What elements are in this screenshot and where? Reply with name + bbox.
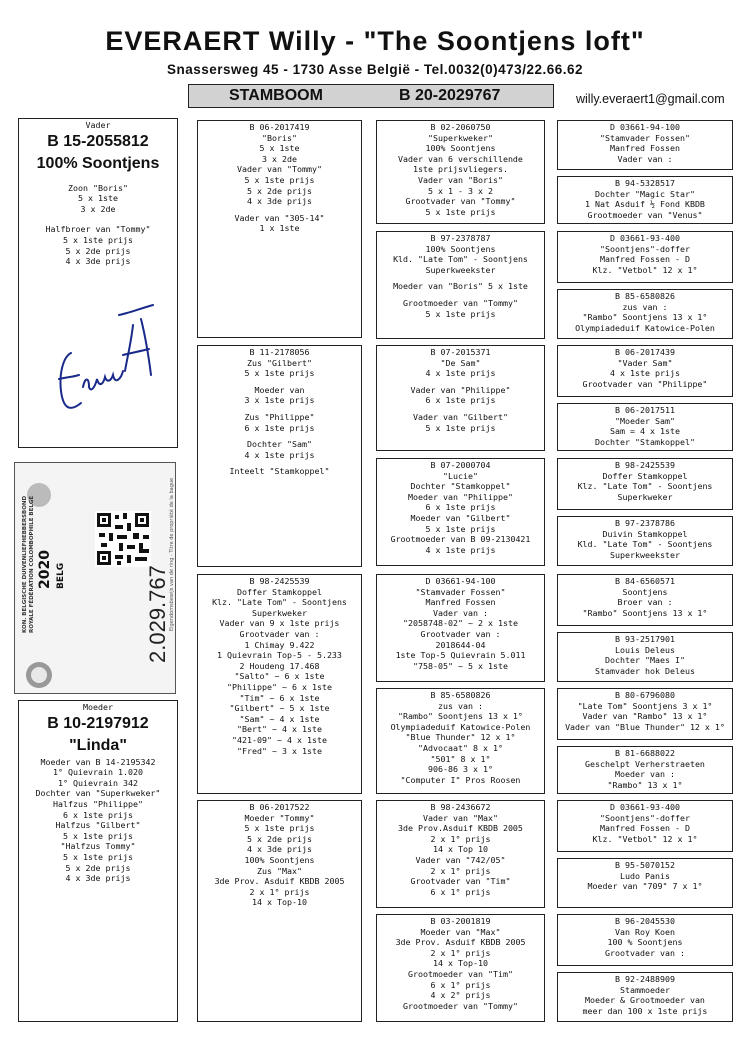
pedigree-line: "Moeder Sam" [615, 415, 675, 426]
pedigree-line: Klz. "Vetbol" 12 x 1° [592, 833, 698, 844]
pedigree-line: "2058748-02" ~ 2 x 1ste [403, 618, 518, 629]
pedigree-line: 3de Prov.Asduif KBDB 2005 [398, 823, 523, 834]
pedigree-line: Grootmoeder van "Venus" [587, 209, 703, 220]
pedigree-line: Zus "Gilbert" [247, 357, 312, 368]
pedigree-line: Moeder van "Max" [420, 926, 501, 937]
pedigree-line: 2 x 1° prijs [249, 886, 310, 897]
pedigree-line: Moeder van "Gilbert" [410, 512, 511, 523]
ring-number: B 03-2001819 [430, 916, 491, 926]
address-line: Snassersweg 45 - 1730 Asse België - Tel.0032(0)473/22.66.62 [167, 62, 583, 77]
pedigree-line: 1ste prijsvliegers. [413, 164, 508, 175]
pedigree-line: Manfred Fossen - D [600, 254, 690, 265]
pedigree-line: 2 Houdeng 17.468 [239, 660, 320, 671]
gen3-box [376, 120, 545, 224]
sire-line: 5 x 1ste prijs [63, 234, 133, 245]
pedigree-line: Moeder & Grootmoeder van [585, 995, 705, 1006]
sire-line: 3 x 2de [80, 203, 116, 214]
email-address: willy.everaert1@gmail.com [576, 92, 725, 106]
pedigree-line: 1 Quievrain Top-5 - 5.233 [217, 650, 342, 661]
pedigree-line: Olympiadeduif Katowice-Polen [390, 721, 531, 732]
pedigree-line: Vader van "Blue Thunder" 12 x 1° [565, 721, 725, 732]
pedigree-line: Van Roy Koen [615, 926, 675, 937]
pedigree-line: 4 x 1ste prijs [244, 449, 315, 460]
pedigree-line: Moeder "Tommy" [244, 812, 315, 823]
sire-box [18, 118, 178, 448]
gen3-box [376, 458, 545, 566]
pedigree-line: 4 x 1ste prijs [425, 544, 496, 555]
pedigree-line: 5 x 1ste prijs [425, 422, 496, 433]
pedigree-line: "758-05" ~ 5 x 1ste [413, 660, 508, 671]
pedigree-line: zus van : [438, 700, 483, 711]
pedigree-line: Klz. "Late Tom" - Soontjens [212, 597, 347, 608]
pedigree-line: "De Sam" [440, 357, 481, 368]
pedigree-line: Stammoeder [620, 984, 670, 995]
pedigree-line: Grootvader van : [239, 628, 320, 639]
pedigree-line: Moeder van "709" 7 x 1° [587, 881, 703, 892]
pedigree-line: Ludo Panis [620, 870, 670, 881]
dam-line: Halfzus "Gilbert" [55, 820, 141, 831]
pedigree-line: Dochter "Sam" [247, 439, 312, 450]
pedigree-line: 5 x 1ste prijs [425, 308, 496, 319]
ring-number: B 07-2000704 [430, 460, 491, 470]
pedigree-line: Vader van "Tommy" [237, 164, 322, 175]
pedigree-line: Vader van 6 verschillende [398, 153, 523, 164]
ring-number: B 84-6560571 [615, 576, 675, 586]
pedigree-line: 2 x 1° prijs [430, 833, 491, 844]
ring-number: D 03661-94-100 [425, 576, 496, 586]
pedigree-line: "Blue Thunder" 12 x 1° [405, 732, 516, 743]
pedigree-line: 5 x 1ste prijs [425, 206, 496, 217]
pedigree-line: Grootmoeder van "Tommy" [403, 297, 518, 308]
pedigree-line: 100% Soontjens [425, 243, 496, 254]
pedigree-line: 2 x 1° prijs [430, 947, 491, 958]
pedigree-line: Doffer Stamkoppel [237, 586, 322, 597]
ring-number: B 80-6796080 [615, 690, 675, 700]
stamboom-banner [188, 84, 554, 108]
pedigree-line: 1 x 1ste [259, 223, 300, 234]
pedigree-line: 3 x 1ste prijs [244, 395, 315, 406]
pedigree-line: 1ste Top-5 Quievrain 5.011 [395, 650, 526, 661]
pedigree-line: Duivin Stamkoppel [602, 528, 688, 539]
pedigree-line: Kld. "Late Tom" - Soontjens [577, 539, 713, 550]
gen4-box [557, 458, 733, 510]
pedigree-line: 4 x 1ste prijs [610, 368, 680, 379]
pedigree-line: Moeder van : [615, 769, 675, 780]
pedigree-line: 5 x 2de prijs [247, 833, 312, 844]
pedigree-line: Moeder van "Philippe" [408, 491, 513, 502]
pedigree-line: Dochter "Stamkoppel" [595, 436, 695, 447]
pedigree-line: zus van : [622, 301, 668, 312]
ring-number: B 85-6580826 [615, 291, 675, 301]
ring-footer-text: Eigendomsbewijs van de ring - Titre de propriété de la bague [169, 477, 175, 631]
pedigree-line: "Computer I" Pros Roosen [400, 774, 521, 785]
sire-line: Halfbroer van "Tommy" [45, 224, 151, 235]
pedigree-line: 6 x 1ste prijs [425, 395, 496, 406]
ring-number: B 94-5328517 [615, 178, 675, 188]
pedigree-line: "Rambo" Soontjens 13 x 1° [582, 312, 708, 323]
pedigree-line: meer dan 100 x 1ste prijs [582, 1005, 708, 1016]
pedigree-line: Vader van "Rambo" 13 x 1° [582, 711, 708, 722]
sire-line: 5 x 1ste [78, 193, 118, 204]
dam-line: 5 x 1ste prijs [63, 830, 133, 841]
pedigree-line: Grootmoeder van "Tim" [408, 968, 513, 979]
sire-line: 5 x 2de prijs [65, 245, 131, 256]
gen2-box [197, 574, 362, 794]
gen4-box [557, 746, 733, 794]
pedigree-line: "Bert" ~ 4 x 1ste [237, 724, 322, 735]
pedigree-line: 6 x 1° prijs [430, 979, 491, 990]
pedigree-line: 14 x Top-10 [433, 958, 488, 969]
sire-label: Vader [85, 120, 111, 130]
dam-label: Moeder [83, 702, 113, 712]
pedigree-line: 5 x 1ste prijs [244, 368, 315, 379]
pedigree-line: Olympiadeduif Katowice-Polen [575, 322, 715, 333]
pedigree-line: Inteelt "Stamkoppel" [229, 466, 330, 477]
pedigree-line: 3de Prov. Asduif KBDB 2005 [395, 937, 526, 948]
pedigree-line: "Soontjens"-doffer [600, 243, 690, 254]
pedigree-line: Vader van "Max" [423, 812, 498, 823]
gen2-box [197, 120, 362, 338]
ring-number: B 98-2436672 [430, 802, 491, 812]
sire-line-spacer [19, 214, 177, 224]
pedigree-line: 5 x 2de prijs [247, 185, 312, 196]
pedigree-line: "Advocaat" 8 x 1° [418, 742, 503, 753]
gen4-box [557, 176, 733, 224]
pedigree-line: Vader van "742/05" [415, 854, 506, 865]
ring-number: B 98-2425539 [249, 576, 310, 586]
pedigree-line: Zus "Max" [257, 865, 302, 876]
gen4-box [557, 516, 733, 566]
ring-number: D 03661-94-100 [610, 122, 680, 132]
pedigree-line: "Rambo" Soontjens 13 x 1° [398, 711, 523, 722]
pedigree-line: Doffer Stamkoppel [602, 470, 688, 481]
pedigree-line: Kld. "Late Tom" - Soontjens [393, 254, 528, 265]
pedigree-line: Grootvader van "Tommy" [405, 196, 516, 207]
pedigree-line: Superkweker [252, 607, 307, 618]
gen4-box [557, 120, 733, 170]
ring-country: BELG [56, 562, 66, 589]
dam-line: Moeder van B 14-2195342 [40, 756, 156, 767]
pedigree-line: 5 x 1ste prijs [244, 174, 315, 185]
sire-line: Zoon "Boris" [68, 182, 128, 193]
gen3-box [376, 345, 545, 451]
pedigree-line: 14 x Top-10 [252, 897, 307, 908]
pedigree-line: 4 x 3de prijs [247, 196, 312, 207]
pedigree-line: 100 % Soontjens [607, 937, 683, 948]
pedigree-line: Dochter "Maes I" [605, 655, 685, 666]
pedigree-line: 4 x 1ste prijs [425, 368, 496, 379]
gen4-box [557, 574, 733, 626]
pedigree-line: "Fred" ~ 3 x 1ste [237, 745, 322, 756]
pedigree-line: 5 x 1ste [259, 143, 300, 154]
pedigree-line: Dochter "Stamkoppel" [410, 481, 511, 492]
ring-number: B 02-2060750 [430, 122, 491, 132]
pedigree-line: "Stamvader Fossen" [415, 586, 506, 597]
pedigree-line: 3de Prov. Asduif KBDB 2005 [214, 876, 345, 887]
gen4-box [557, 800, 733, 852]
dam-line: 6 x 1ste prijs [63, 809, 133, 820]
ring-certificate-graphic [15, 463, 176, 694]
pedigree-line: 906-86 3 x 1° [428, 764, 493, 775]
pedigree-line: Superkweker [617, 491, 673, 502]
gen2-box [197, 345, 362, 567]
ring-certificate [14, 462, 176, 694]
pedigree-line: Vader van : [433, 607, 488, 618]
stamboom-label: STAMBOOM [229, 87, 323, 104]
dam-line: Dochter van "Superkweker" [35, 788, 161, 799]
ring-number: B 92-2488909 [615, 974, 675, 984]
pedigree-line: 4 x 3de prijs [247, 844, 312, 855]
pedigree-line: Louis Deleus [615, 644, 675, 655]
gen3-box [376, 688, 545, 794]
pedigree-line: 1 Nat Asduif ½ Fond KBDB [585, 199, 705, 210]
pedigree-line: Stamvader hok Deleus [595, 665, 695, 676]
pedigree-line: Grootvader van : [420, 628, 501, 639]
gen4-box [557, 289, 733, 339]
dam-line: 1° Quievrain 342 [58, 777, 138, 788]
sire-name: 100% Soontjens [36, 154, 160, 172]
pedigree-line: Manfred Fossen [425, 597, 496, 608]
stamboom-ring: B 20-2029767 [399, 87, 501, 104]
pedigree-line: "Salto" ~ 6 x 1ste [234, 671, 325, 682]
gen4-box [557, 858, 733, 908]
gen3-box [376, 914, 545, 1022]
pedigree-line: 100% Soontjens [425, 143, 496, 154]
dam-box [18, 700, 178, 1022]
ring-number: B 07-2015371 [430, 347, 491, 357]
gen4-box [557, 972, 733, 1022]
ring-number: B 06-2017511 [615, 405, 675, 415]
pedigree-line: "501" 8 x 1° [430, 753, 491, 764]
gen2-box [197, 800, 362, 1022]
pedigree-line: Sam = 4 x 1ste [610, 426, 680, 437]
dam-line: 5 x 2de prijs [65, 862, 131, 873]
pedigree-line: Superkweekster [425, 264, 496, 275]
pedigree-line: Klz. "Late Tom" - Soontjens [577, 481, 713, 492]
ring-number: D 03661-93-400 [610, 802, 680, 812]
sire-details [19, 183, 177, 267]
sire-line: 4 x 3de prijs [65, 256, 131, 267]
pedigree-line: "Gilbert" ~ 5 x 1ste [229, 703, 330, 714]
dam-line: 5 x 1ste prijs [63, 851, 133, 862]
pedigree-line: "Boris" [262, 132, 297, 143]
qr-code-icon [95, 511, 151, 567]
pedigree-line: "421-09" ~ 4 x 1ste [232, 734, 327, 745]
dam-name: "Linda" [69, 736, 127, 754]
pedigree-line: 2 x 1° prijs [430, 865, 491, 876]
gen4-box [557, 231, 733, 283]
pedigree-line: "Rambo" 13 x 1° [607, 779, 683, 790]
pedigree-line: Vader van 9 x 1ste prijs [219, 618, 340, 629]
gen4-box [557, 632, 733, 682]
pedigree-line: "Sam" ~ 4 x 1ste [239, 713, 320, 724]
pedigree-line: Dochter "Magic Star" [595, 188, 695, 199]
ring-number: B 96-2045530 [615, 916, 675, 926]
pedigree-line: Manfred Fossen - D [600, 823, 690, 834]
pedigree-line: 5 x 1ste prijs [425, 523, 496, 534]
pedigree-line: "Lucie" [443, 470, 478, 481]
pedigree-line: Vader van "Philippe" [410, 384, 511, 395]
gen3-box [376, 231, 545, 339]
pedigree-line: "Late Tom" Soontjens 3 x 1° [577, 700, 713, 711]
ring-number: B 98-2425539 [615, 460, 675, 470]
pedigree-line: 3 x 2de [262, 153, 297, 164]
pedigree-line: Superkweekster [610, 549, 680, 560]
ring-org-text: KON. BELGISCHE DUIVENLIEFHEBBERSBOND [22, 495, 28, 633]
gen3-box [376, 574, 545, 682]
pedigree-line: Grootmoeder van "Tommy" [403, 1000, 518, 1011]
pedigree-line: Geschelpt Verherstraeten [585, 758, 705, 769]
pedigree-line: "Soontjens"-doffer [600, 812, 690, 823]
gen4-box [557, 688, 733, 740]
pedigree-line: 14 x Top 10 [433, 844, 488, 855]
ring-org2-text: ROYALE FÉDÉRATION COLOMBOPHILE BELGE [29, 495, 35, 633]
ring-number: 2.029.767 [145, 565, 170, 663]
ring-number: B 97-2378786 [615, 518, 675, 528]
ring-number: B 81-6688022 [615, 748, 675, 758]
gen4-box [557, 914, 733, 966]
ring-number: B 85-6580826 [430, 690, 491, 700]
pedigree-line: 5 x 1 - 3 x 2 [428, 185, 493, 196]
pedigree-line: "Rambo" Soontjens 13 x 1° [582, 607, 708, 618]
pedigree-line: 6 x 1° prijs [430, 886, 491, 897]
pedigree-line: Broer van : [617, 597, 673, 608]
pedigree-line: Manfred Fossen [610, 143, 680, 154]
pedigree-line: Vader van "305-14" [234, 212, 325, 223]
pedigree-line: 5 x 1ste prijs [244, 823, 315, 834]
page-title: EVERAERT Willy - "The Soontjens loft" [105, 26, 645, 56]
dam-line: Halfzus "Philippe" [53, 798, 143, 809]
dam-line: "Halfzus Tommy" [60, 841, 136, 852]
gen4-box [557, 403, 733, 451]
pedigree-line: 4 x 2° prijs [430, 990, 491, 1001]
pedigree-line: 1 Chimay 9.422 [244, 639, 315, 650]
gen3-box [376, 800, 545, 908]
pedigree-line: Zus "Philippe" [244, 411, 315, 422]
ring-number: B 95-5070152 [615, 860, 675, 870]
pedigree-line: "Superkweker" [428, 132, 493, 143]
ring-number: B 06-2017522 [249, 802, 310, 812]
pedigree-line: "Tim" ~ 6 x 1ste [239, 692, 320, 703]
pedigree-line: 2018644-04 [435, 639, 486, 650]
pedigree-line: Klz. "Vetbol" 12 x 1° [592, 264, 698, 275]
pedigree-line: 6 x 1ste prijs [425, 502, 496, 513]
gen4-box [557, 345, 733, 397]
pedigree-line: Grootvader van : [605, 947, 685, 958]
pedigree-line: Soontjens [622, 586, 668, 597]
pedigree-line: 6 x 1ste prijs [244, 422, 315, 433]
sire-ring: B 15-2055812 [47, 132, 149, 150]
ring-number: B 06-2017419 [249, 122, 310, 132]
pedigree-line: "Philippe" ~ 6 x 1ste [227, 681, 332, 692]
pedigree-line: Grootvader van "Tim" [410, 876, 511, 887]
pedigree-line: 100% Soontjens [244, 854, 315, 865]
pedigree-line: "Vader Sam" [617, 357, 673, 368]
pedigree-line: "Stamvader Fossen" [600, 132, 690, 143]
dam-line: 1° Quievrain 1.020 [53, 767, 143, 778]
ring-number: B 97-2378787 [430, 233, 491, 243]
ring-number: B 93-2517901 [615, 634, 675, 644]
dam-ring: B 10-2197912 [47, 714, 149, 732]
pedigree-line: Vader van : [617, 153, 673, 164]
pedigree-line: Vader van "Boris" [418, 174, 503, 185]
pedigree-line: Moeder van "Boris" 5 x 1ste [393, 281, 528, 292]
pedigree-line: Grootvader van "Philippe" [582, 378, 708, 389]
pedigree-line: Vader van "Gilbert" [413, 411, 508, 422]
pedigree-line: Grootmoeder van B 09-2130421 [390, 534, 531, 545]
ring-number: B 06-2017439 [615, 347, 675, 357]
ring-number: B 11-2178056 [249, 347, 310, 357]
ring-year: 2020 [37, 550, 53, 589]
dam-line: 4 x 3de prijs [65, 873, 131, 884]
pedigree-line: Moeder van [254, 384, 305, 395]
ring-number: D 03661-93-400 [610, 233, 680, 243]
signature-image [23, 279, 173, 419]
